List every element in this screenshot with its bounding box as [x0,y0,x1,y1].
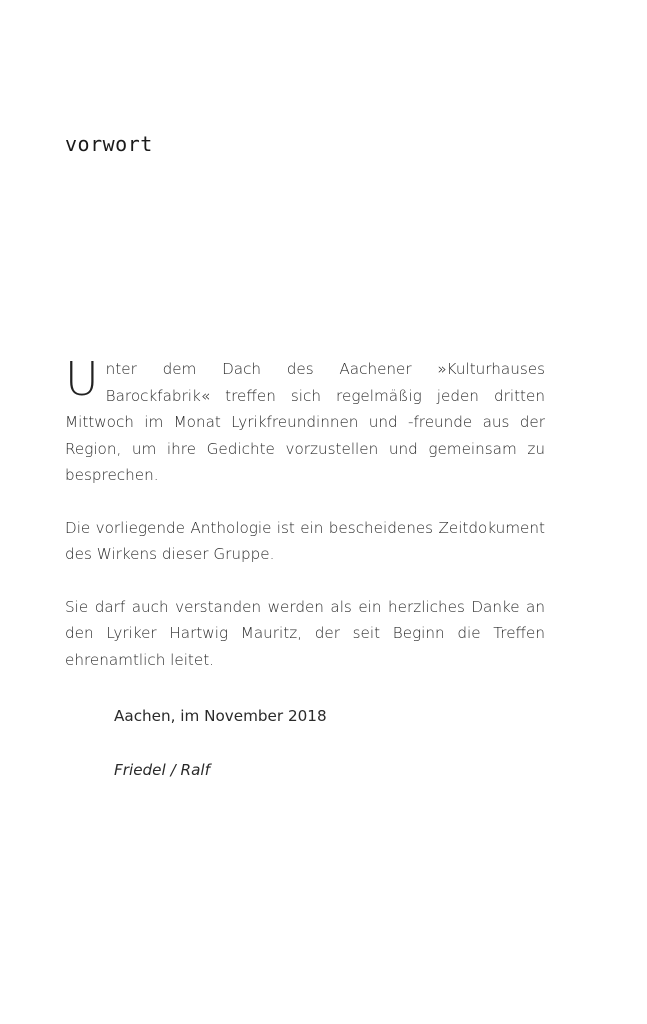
paragraph-thanks: Sie darf auch verstanden werden als ein herzliches Danke an den Lyriker Hartwig Mauritz, der seit Beginn die Treffen ehrenamtlich leitet. [65,597,545,669]
page-heading: vorwort [65,132,153,156]
closing-block [114,703,327,783]
place-date: Aachen, im November 2018 [114,707,327,725]
paragraph-anthology: Die vorliegende Anthologie ist ein bescheidenes Zeitdokument des Wirkens dieser Gruppe. [65,518,545,563]
signature: Friedel / Ralf [114,761,210,779]
foreword-body [65,352,545,699]
paragraph-intro: Unter dem Dach des Aachener »Kulturhauses Barockfabrik« treffen sich regelmäßig jeden dritten Mittwoch im Monat Lyrikfreundinnen und -freunde aus der Region, um ihre Gedichte vorzustellen und gemeinsam zu besprechen. [65,352,545,484]
